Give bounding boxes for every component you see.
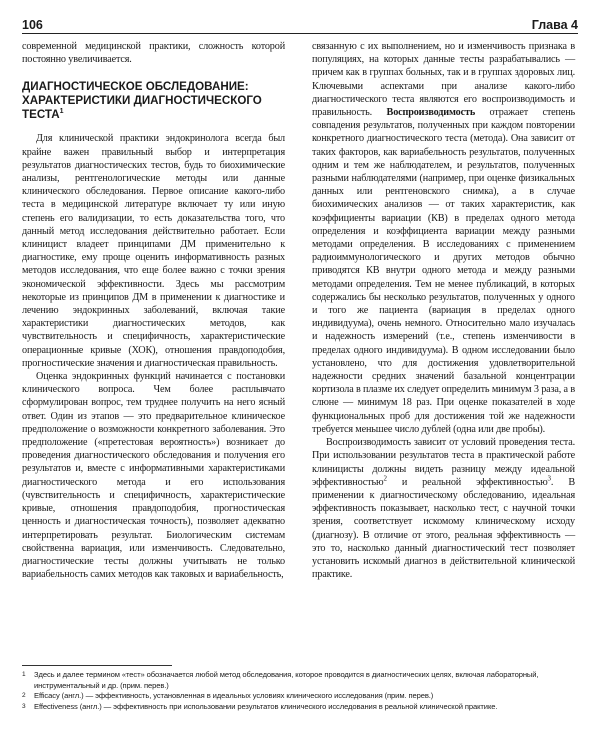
- footnote-ref-3: 3: [547, 474, 551, 483]
- footnote: [22, 670, 578, 691]
- efficacy-text-c: . В применении к диагностическому обследованию, идеальная эффективность показывает, насколько тест, с научной точки зрения, соответствует искомому клиническому исходу (диагнозу). В отличие от этого, реальная эффективность — это то, насколько данный диагностический тест позволяет установить искомый диагноз в действительной клинической практике.: [312, 476, 575, 581]
- footnote-ref-2: 2: [383, 474, 387, 483]
- footnote-number: 1: [22, 671, 26, 678]
- heading-footnote-ref: 1: [59, 108, 64, 116]
- paragraph-efficacy: [312, 436, 575, 581]
- section-heading-text: ДИАГНОСТИЧЕСКОЕ ОБСЛЕДОВАНИЕ: ХАРАКТЕРИСТИКИ ДИАГНОСТИЧЕСКОГО ТЕСТА: [22, 80, 262, 122]
- paragraph-assessment: Оценка эндокринных функций начинается с постановки клинического вопроса. Чем более расплывчато сформулирован вопрос, тем труднее получить на него ясный ответ. Один из этапов — это предварительное клиническое предположение о возможности конкретного заболевания. Это предположение («претестовая вероятность») возникает до проведения диагностического обследования и получения его результатов и, вместе с информативными характеристиками диагностического метода и его использования (чувствительность и специфичность, характеристические кривые, отношения правдоподобия, прогностическая ценность и диагностическая точность), позволяет адекватно интерпретировать результат. Биологическим системам свойственна вариация, или изменчивость. Следовательно, диагностические тесты должны учитывать не только вариабельность самих методов как таковых и вариабельность,: [22, 371, 285, 581]
- left-column: [22, 40, 285, 581]
- section-heading: [22, 80, 285, 122]
- footnote: [22, 702, 578, 713]
- page-number: 106: [22, 18, 43, 32]
- efficacy-text-a: Воспроизводимость зависит от условий проведения теста. При использовании результатов теста в практической работе клиницисты должны видеть разницу между идеальной эффективностью: [312, 437, 575, 488]
- paragraph-intro: Для клинической практики эндокринолога всегда был крайне важен правильный выбор и интерпретация результатов диагностических тестов, будь то биохимические анализы, рентгенологические методы или данные клинического обследования. Первое описание какого-либо теста в медицинской литературе включает ту или иную степень его валидизации, то есть доказательства того, что данный метод исследования действительно работает. Если клиницист владеет принципами ДМ применительно к диагностике, ему проще оценить информативность разных методов исследования, что еще более важно с точки зрения экономической эффективности. Здесь мы рассмотрим некоторые из принципов ДМ в применении к диагностике и лечению эндокринных заболеваний, включая такие характеристики диагностических методов, как чувствительность и специфичность, характеристические операционные кривые (ХОК), отношения правдоподобия, прогностические значения и диагностическая правильность.: [22, 133, 285, 369]
- footnote: [22, 691, 578, 702]
- footnote-number: 2: [22, 692, 26, 699]
- chapter-label: Глава 4: [531, 18, 578, 32]
- paragraph-continuation: [312, 40, 575, 436]
- right-column: [312, 40, 575, 581]
- header-rule: [22, 33, 578, 34]
- running-header: [22, 14, 578, 32]
- footnote-text: Здесь и далее термином «тест» обозначается любой метод обследования, которое проводится в диагностических целях, включая лабораторный, инструментальный и др. (прим. перев.): [34, 670, 539, 690]
- footnotes: [22, 670, 578, 712]
- continuation-text: связанную с их выполнением, но и изменчивость признака в популяциях, на которых данные тесты разрабатывались — причем как в группах больных, так и в группах здоровых лиц. Ключевыми аспектами при анализе какого-либо диагностического теста являются его воспроизводимость и правильность.: [312, 41, 575, 119]
- reproducibility-text: отражает степень совпадения результатов, полученных при каждом повторении конкретного диагностического теста (метода). Она зависит от таких факторов, как вариабельность результатов, полученных одним и тем же наблюдателем, и результатов, полученных разными наблюдателями (например, при оценке физикальных данных или рентгеновского снимка), а в случае биохимических анализов — от таких характеристик, как коэффициенты вариации (КВ) в пределах одного метода определения и коэффициента вариации между разными методами определения. В исследованиях с применением радиоиммунологического и других методов обычно приводятся КВ внутри одного метода и между разными методами определения. Тем не менее публикаций, в которых содержались бы несколько результатов, полученных у одного и того же пациента (вариация в пределах одного индивидуума), очень немного. Относительно мало изучалась и надежность измерений (т.е., степень изменчивости в пределах одного индивидуума). В одном исследовании было установлено, что для достижения удовлетворительной надежности средних значений базальной концентрации кортизола в плазме их следует определить минимум 3 раза, а в слюне — минимум 18 раз. При оценке показателей в ходе функциональных проб для достижения той же надежности требуется меньшее число дублей (одна или две пробы).: [312, 107, 576, 435]
- continuation-paragraph: современной медицинской практики, сложность которой постоянно увеличивается.: [22, 41, 285, 66]
- footnote-text: Effectiveness (англ.) — эффективность при использовании результатов клинического исследования в реальной клинической практике.: [34, 701, 498, 711]
- footnote-rule: [22, 665, 172, 666]
- footnote-number: 3: [22, 702, 26, 710]
- footnote-text: Efficacy (англ.) — эффективность, установленная в идеальных условиях клинического исследования (прим. перев.): [34, 691, 434, 700]
- efficacy-text-b: и реальной эффективностью: [386, 476, 548, 488]
- reproducibility-term: Воспроизводимость: [386, 107, 476, 119]
